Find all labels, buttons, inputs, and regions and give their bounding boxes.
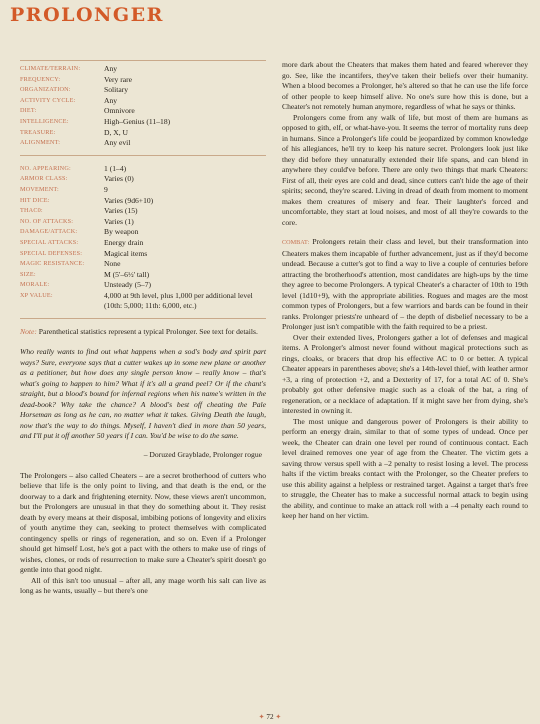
stat-label: NO. OF ATTACKS: — [20, 217, 74, 225]
stat-label: MOVEMENT: — [20, 185, 59, 193]
stat-row — [20, 280, 266, 291]
stat-value: Varies (9d6+10) — [104, 195, 154, 205]
stat-row — [20, 301, 266, 312]
stat-value: M (5'–6½' tall) — [104, 269, 150, 279]
stat-label: NO. APPEARING: — [20, 164, 71, 172]
page-number-text: 72 — [266, 713, 274, 721]
stat-row — [20, 174, 266, 185]
stat-label: ORGANIZATION: — [20, 86, 71, 94]
stat-value: Omnivore — [104, 106, 135, 116]
stat-value: Any — [104, 95, 118, 105]
stat-value: High–Genius (11–18) — [104, 116, 171, 126]
stat-row — [20, 96, 266, 107]
stat-label: CLIMATE/TERRAIN: — [20, 65, 81, 72]
stat-label: THAC0: — [20, 207, 43, 215]
stat-row — [20, 291, 266, 302]
stat-label: INTELLIGENCE: — [20, 117, 69, 125]
stat-label: SIZE: — [20, 270, 36, 278]
stat-label: SPECIAL ATTACKS: — [20, 238, 79, 246]
stat-value: Energy drain — [104, 237, 144, 247]
stat-row — [20, 206, 266, 217]
stat-block-top-rule — [20, 60, 266, 61]
stat-block-ecology — [20, 64, 266, 149]
combat-label: COMBAT: — [282, 239, 310, 246]
stat-row — [20, 270, 266, 281]
combat-paragraph — [282, 237, 528, 333]
stat-row — [20, 196, 266, 207]
stat-value: Varies (0) — [104, 174, 134, 184]
stat-row — [20, 85, 266, 96]
stat-block-combat — [20, 164, 266, 312]
body-paragraph: Over their extended lives, Prolongers gather a lot of defenses and magical items. A Prolonger's almost never found without magical protections such as rings, cloaks, or bracers that drop his effective AC to 0 or better. A typical Cheater appears in parentheses above; she's a 14th-level thief, with leather armor +3, a ring of protection +2, and a Dexterity of 17, for a total AC of 0. She's probably got other defensive magic such as a cloak of the bat, a ring of regeneration, or a necklace of adaptation. If it might save her from dying, she's interested in owning it. — [282, 332, 528, 415]
stat-row — [20, 164, 266, 175]
stat-value: 4,000 at 9th level, plus 1,000 per additional level — [104, 290, 253, 300]
stat-label: FREQUENCY: — [20, 75, 61, 83]
stat-block-divider — [20, 155, 266, 156]
stat-label: DAMAGE/ATTACK: — [20, 228, 78, 236]
body-paragraph: more dark about the Cheaters that makes them hated and feared wherever they go. See, like the incantifers, they've taken their beliefs over their humanity. When a blood becomes a Prolonger, he's altered so that he can use the life force of other people to keep himself alive. No one's sure how this is done, but a Cheater's not remotely human anymore, regardless of what he says or thinks. — [282, 60, 528, 111]
stat-value: D, X, U — [104, 127, 129, 137]
combat-text: Prolongers retain their class and level, but their transformation into Cheaters makes them incapable of further advancement, just as if they'd become undead. Because a cutter's got to find a way to live a couple of centuries before attracting the brotherhood's attention, most candidates are high-ups by the time they agree to become Prolongers. A typical Cheater's a character of 10th to 19th level (1d10+9), with the appropriate abilities. Rogues and mages are the most common types of Prolongers, but a few warriors and bards can be found in their ranks. Prolonger priests're unheard of – the depth of disbelief necessary to be a Prolonger just isn't compatible with the faith required to be a priest. — [282, 237, 528, 331]
stat-label — [20, 301, 104, 312]
stat-label: TREASURE: — [20, 128, 56, 136]
stat-row — [20, 75, 266, 86]
quote-attribution: – Doruzed Grayblade, Prolonger rogue — [143, 449, 262, 459]
stat-row — [20, 217, 266, 228]
stat-row — [20, 106, 266, 117]
stat-row — [20, 117, 266, 128]
stat-label: ACTIVITY CYCLE: — [20, 96, 76, 104]
stat-value: Varies (1) — [104, 216, 134, 226]
stat-value: 9 — [104, 184, 108, 194]
stat-label: SPECIAL DEFENSES: — [20, 249, 83, 257]
stat-row — [20, 238, 266, 249]
note-label: Note: — [20, 327, 37, 337]
body-paragraph: The Prolongers – also called Cheaters – are a secret brotherhood of cutters who believe that life is the only point to living, and that death is the end, or the doorway to a dark and frightening eternity. Now, these views aren't uncommon, but the Prolongers are unusual in that they do something about it. They resist death by every means at their disposal, imbibing potions of longevity and elixirs of youth anytime they can, seeking to protect themselves with complicated contingency spells or rings of regeneration, and so on. Even if a Prolonger should get himself Lost, he's got a pact with the others to make use of rings of wishes, clones, or rods of resurrection to make sure a Cheater's spirit doesn't go gentle into that good night. — [20, 470, 266, 575]
stat-label: DIET: — [20, 107, 37, 115]
stat-value: Any — [104, 64, 118, 73]
flavor-quote: Who really wants to find out what happens when a sod's body and spirit part ways? Sure, everyone says that a cutter wakes up in some new plane or another as a petitioner, but how does any single person know – really know – that's what's going to happen to him? What if it's all a grand peel? Or if the chant's straight, but a blood's bound for infernal regions when his name's written in the dead-book? Why take the chance? A blood's best off cheating the Pale Horseman as long as he can, no matter what it takes. Giving Death the laugh, now that's the way to do things. Myself, I haven't died in more than 50 years, and I'll put it off another 50 years if I can. You'd be wise to do the same. — [20, 347, 266, 441]
stat-value: Any evil — [104, 138, 131, 148]
stat-label: XP VALUE: — [20, 291, 53, 299]
stat-row — [20, 64, 266, 75]
right-column — [282, 60, 528, 522]
stat-value: Varies (15) — [104, 206, 138, 216]
stat-value: (10th: 5,000; 11th: 6,000, etc.) — [104, 301, 197, 311]
stat-row — [20, 138, 266, 149]
page-title: PROLONGER — [10, 4, 164, 26]
stat-row — [20, 249, 266, 260]
ornament-icon: ✦ — [275, 713, 282, 721]
stat-row — [20, 259, 266, 270]
stat-value: By weapon — [104, 227, 139, 237]
page-number — [0, 712, 540, 721]
body-paragraph: The most unique and dangerous power of Prolongers is their ability to perform an energy drain, similar to that of some types of undead. Once per week, the Cheater can drain one level per round of continuous contact. Each level drained removes one year of age from the Cheater. The victim gets a saving throw versus spell with a –2 penalty to resist losing a level. The process halts if the victim breaks contact with the Prolonger, so the Cheater prefers to use this ability against a helpless or restrained target. Against a target that's free to struggle, the Cheater has to make a successful normal attack to begin using the ability, and continue to make an attack roll with a –4 penalty each round to keep her hand on her victim. — [282, 416, 528, 520]
body-paragraph: Prolongers come from any walk of life, but most of them are humans as opposed to gith, elf, or what-have-you. It seems the terror of mortality runs deep in humans. Since a Prolonger's life could be jeopardized by common knowledge of his allegiances, he'll try to keep his nature secret. Prolongers look just like they did before they unnaturally extended their life spans, and can blend in anywhere they could've before. There are only two things that mark Cheaters: First of all, their eyes are cold and dead, since cutters can't hide the age of their spirits; second, they're scared. Living in dread of death from moment to moment makes them creatures of misery and fear. Their laughter's forced and uncomfortable, they start at loud noises, and most of all they're cowards to the core. — [282, 112, 528, 227]
ornament-icon: ✦ — [258, 713, 265, 721]
body-paragraph: All of this isn't too unusual – after all, any mage worth his salt can live as long as he wants, usually – but there's one — [20, 575, 266, 596]
stat-value: 1 (1–4) — [104, 163, 127, 173]
stat-value: Solitary — [104, 85, 129, 95]
stats-note — [20, 327, 266, 337]
stat-label: ALIGNMENT: — [20, 139, 61, 147]
stat-label: MORALE: — [20, 281, 50, 289]
stat-label: HIT DICE: — [20, 196, 50, 204]
stat-row — [20, 128, 266, 139]
stat-row — [20, 185, 266, 196]
note-text: Parenthetical statistics represent a typical Prolonger. See text for details. — [38, 327, 258, 337]
stat-value: Magical items — [104, 248, 148, 258]
stat-value: Very rare — [104, 74, 133, 84]
left-column — [20, 60, 266, 597]
stat-value: None — [104, 259, 121, 269]
stat-row — [20, 227, 266, 238]
stat-block-bottom-rule — [20, 318, 266, 319]
stat-label: ARMOR CLASS: — [20, 175, 68, 183]
stat-label: MAGIC RESISTANCE: — [20, 260, 85, 268]
stat-value: Unsteady (5–7) — [104, 280, 152, 290]
